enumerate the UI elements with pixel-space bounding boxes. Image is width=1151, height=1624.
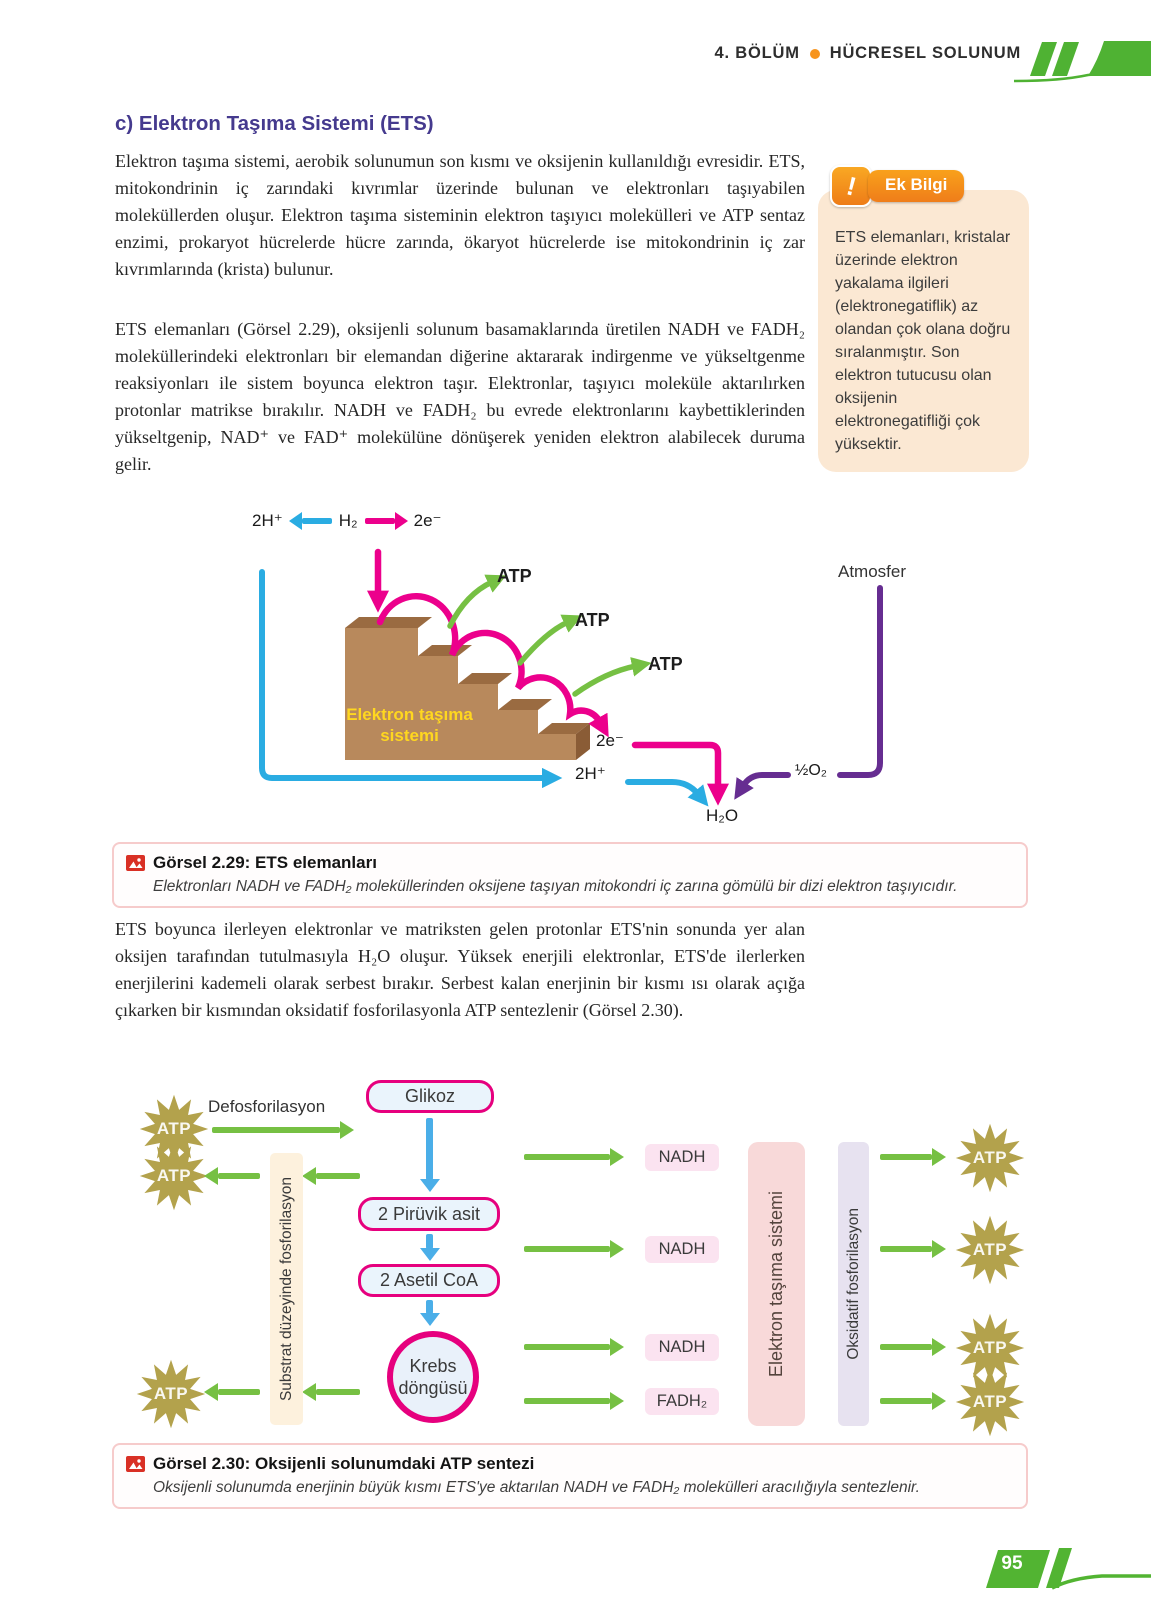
hydrogen-label: H₂ (338, 511, 358, 530)
ets-stair-label: Elektron taşıma sistemi (346, 705, 473, 745)
ets-staircase-diagram (100, 500, 1051, 835)
atp-star: ATP (950, 1214, 1030, 1286)
atp-arrow-1 (450, 582, 492, 626)
oxygen-label: ½O₂ (795, 762, 827, 779)
header-green-slashes-icon (1012, 30, 1151, 92)
nadh-arrow-2 (524, 1246, 610, 1252)
water-label: H₂O (706, 806, 739, 825)
image-icon (126, 1456, 145, 1472)
krebs-to-substrate-arrow (316, 1389, 360, 1395)
image-icon (126, 855, 145, 871)
atp-label-2: ATP (575, 610, 610, 630)
atp-star: ATP (950, 1122, 1030, 1194)
substrate-phosphorylation-bar: Substrat düzeyinde fosforilasyon (270, 1153, 303, 1425)
atp-star: ATP (950, 1312, 1030, 1384)
hydrogen-split-formula (252, 511, 442, 531)
figure1-caption-title-row (126, 853, 1012, 873)
atp-output-arrow-1 (880, 1154, 932, 1160)
figure2-caption-text: Oksijenli solunumda enerjinin büyük kısmı ETS'ye aktarılan NADH ve FADH₂ molekülleri aracılığıyla sentezlenir. (153, 1479, 920, 1496)
ek-bilgi-label: Ek Bilgi (868, 170, 964, 202)
nadh-box-3: NADH (645, 1334, 719, 1361)
paragraph-3: ETS boyunca ilerleyen elektronlar ve matriksten gelen protonlar ETS'nin sonunda yer alan oksijen tarafından tutulmasıyla H₂O oluşur. Yüksek enerjili elektronlar, ETS'de ilerlerken enerjilerini kademeli olarak serbest bırakır. Serbest kalan enerjinin bir kısmı ısı olarak açığa çıkarken bir kısmından oksidatif fosforilasyonla ATP sentezlenir (Görsel 2.30). (115, 919, 805, 1020)
chapter-label: 4. BÖLÜM (714, 44, 800, 62)
nadh-box-1: NADH (645, 1144, 719, 1171)
proton-label: 2H⁺ (575, 764, 606, 783)
figure2-caption-box (112, 1443, 1028, 1509)
atp-label-1: ATP (497, 566, 532, 586)
nadh-arrow-3 (524, 1344, 610, 1350)
atp-arrow-2 (520, 622, 568, 663)
atp-output-arrow-2 (880, 1246, 932, 1252)
left-arrow-icon (302, 518, 332, 524)
right-arrow-icon (365, 518, 395, 524)
down-arrow (426, 1118, 433, 1180)
acetyl-coa-box: 2 Asetil CoA (358, 1264, 500, 1297)
chapter-title: HÜCRESEL SOLUNUM (829, 44, 1021, 62)
atp-arrow-3 (575, 666, 636, 694)
atp-star: ATP (134, 1093, 214, 1165)
down-arrow (426, 1300, 433, 1314)
nadh-box-2: NADH (645, 1236, 719, 1263)
substrate-atp-arrow (218, 1173, 260, 1179)
proton-formula-label: 2H⁺ (252, 511, 283, 530)
oxygen-to-water-arrow (743, 775, 788, 786)
page-header (715, 44, 1022, 63)
fadh2-arrow (524, 1398, 610, 1404)
proton-to-water-arrow (628, 782, 698, 794)
fadh2-box: FADH₂ (645, 1388, 719, 1415)
oxygen-path (840, 588, 880, 775)
figure1-caption-text: Elektronları NADH ve FADH₂ moleküllerinden oksijene taşıyan mitokondri iç zarına gömülü bir dizi elektron taşıyıcıdır. (153, 878, 958, 895)
oxidative-phosphorylation-bar: Oksidatif fosforilasyon (838, 1142, 869, 1426)
ek-bilgi-tab (830, 165, 964, 207)
figure2-caption-title: Görsel 2.30: Oksijenli solunumdaki ATP sentezi (153, 1454, 535, 1473)
paragraph-1: Elektron taşıma sistemi, aerobik solunumun son kısmı ve oksijenin kullanıldığı evresidir. ETS, mitokondrinin iç zarındaki kıvrımlar üzerinde bulunan ve elektronları taşıyabilen moleküllerden oluşur. Elektron taşıma sisteminin elektron taşıyıcı molekülleri ve ATP sentaz enzimi, prokaryot hücrelerde hücre zarında, ökaryot hücrelerde ise mitokondrinin iç zar kıvrımlarında (krista) bulunur. (115, 151, 805, 279)
atp-label-3: ATP (648, 654, 683, 674)
defosforilasyon-label: Defosforilasyon (208, 1097, 326, 1116)
electron-formula-label: 2e⁻ (413, 511, 442, 530)
atp-star: ATP (131, 1358, 211, 1430)
exclamation-icon: ! (830, 165, 872, 207)
figure1-caption-title: Görsel 2.29: ETS elemanları (153, 853, 377, 872)
atp-star: ATP (134, 1140, 214, 1212)
electron-label: 2e⁻ (596, 731, 624, 750)
defosforilasyon-arrow (212, 1127, 340, 1133)
ets-bar: Elektron taşıma sistemi (748, 1142, 805, 1426)
orange-dot-icon (810, 49, 820, 59)
paragraph-2: ETS elemanları (Görsel 2.29), oksijenli solunum basamaklarında üretilen NADH ve FADH₂ moleküllerindeki elektronları bir elemandan diğerine aktararak indirgenme ve yükseltgenme reaksiyonları ile sistem boyunca elektron taşır. Elektronlar, taşıyıcı moleküle aktarılırken protonlar matrikse bırakılır. NADH ve FADH₂ bu evrede elektronlarını kaybettiklerinden yükseltgenip, NAD⁺ ve FAD⁺ molekülüne dönüşerek yeniden elektron alabilecek duruma gelir. (115, 319, 805, 474)
atp-output-arrow-4 (880, 1398, 932, 1404)
nadh-arrow-1 (524, 1154, 610, 1160)
page-number: 95 (1001, 1553, 1023, 1574)
down-arrow (426, 1234, 433, 1249)
glycolysis-to-substrate-arrow (316, 1173, 360, 1179)
krebs-cycle-circle: Krebs döngüsü (387, 1331, 479, 1423)
pyruvate-box: 2 Pirüvik asit (358, 1197, 500, 1231)
substrate-atp-arrow-bottom (218, 1389, 260, 1395)
atp-star: ATP (950, 1366, 1030, 1438)
figure2-caption-title-row (126, 1454, 1012, 1474)
glucose-box: Glikoz (366, 1080, 494, 1113)
atmosphere-label: Atmosfer (838, 562, 907, 581)
atp-output-arrow-3 (880, 1344, 932, 1350)
section-title: c) Elektron Taşıma Sistemi (ETS) (115, 112, 434, 135)
ek-bilgi-box: ETS elemanları, kristalar üzerinde elektron yakalama ilgileri (elektronegatiflik) az olandan çok olana doğru sıralanmıştır. Son elektron tutucusu olan oksijenin elektronegatifliği çok yüksektir. (818, 190, 1029, 472)
figure1-caption-box (112, 842, 1028, 908)
